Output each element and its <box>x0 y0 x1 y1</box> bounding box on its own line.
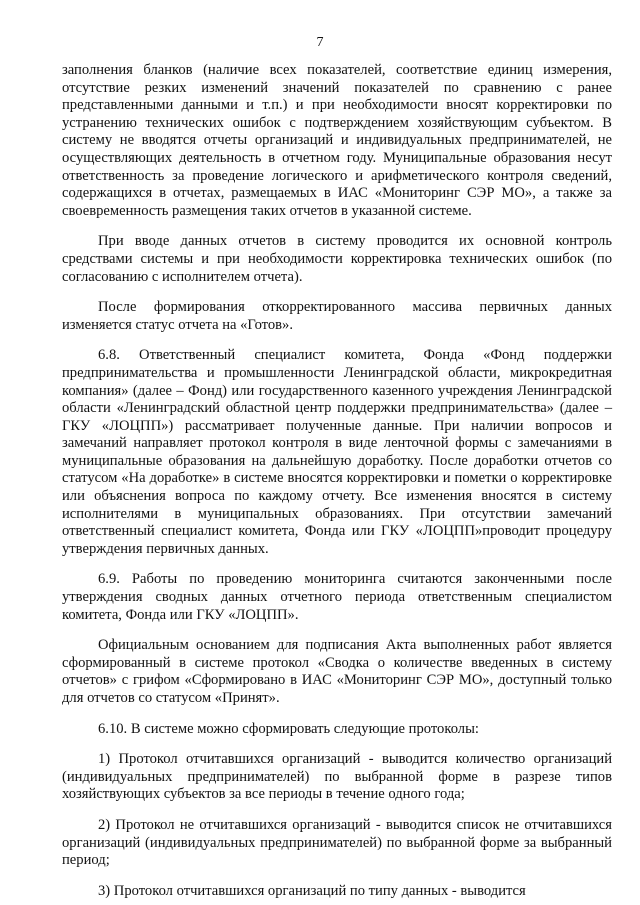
list-item-protocol-1: 1) Протокол отчитавшихся организаций - выводится количество организаций (индивидуальных предпринимателей) по выбранной форме в разрезе типов хозяйствующих субъектов за все периоды в течение одного года; <box>62 751 612 803</box>
list-item-protocol-2: 2) Протокол не отчитавшихся организаций - выводится список не отчитавшихся организаций (индивидуальных предпринимателей) по выбранной форме за выбранный период; <box>62 816 612 869</box>
paragraph-6-9: 6.9. Работы по проведению мониторинга считаются законченными после утверждения сводных данных отчетного периода ответственным специалистом комитета, Фонда или ГКУ «ЛОЦПП». <box>62 571 612 623</box>
paragraph-data-entry: При вводе данных отчетов в систему проводится их основной контроль средствами системы и при необходимости корректировка технических ошибок (по согласованию с исполнителем отчета). <box>62 233 612 285</box>
paragraph-status-ready: После формирования откорректированного массива первичных данных изменяется статус отчета на «Готов». <box>62 299 612 333</box>
paragraph-official-basis: Официальным основанием для подписания Акта выполненных работ является сформированный в системе протокол «Сводка о количестве введенных в систему отчетов» с грифом «Сформировано в ИАС «Мониторинг СЭР МО», доступный только для отчетов со статусом «Принят». <box>62 637 612 706</box>
paragraph-6-10: 6.10. В системе можно сформировать следующие протоколы: <box>98 720 479 737</box>
document-body <box>62 62 612 903</box>
list-item-protocol-3: 3) Протокол отчитавшихся организаций по типу данных - выводится <box>98 882 526 899</box>
page-number: 7 <box>316 35 324 50</box>
paragraph-6-8: 6.8. Ответственный специалист комитета, Фонда «Фонд поддержки предпринимательства и промышленности Ленинградской области, микрокредитная компания» (далее – Фонд) или государственного казенного учреждения Ленинградской области «Ленинградский областной центр поддержки предпринимательства» (далее – ГКУ «ЛОЦПП») рассматривает полученные данные. При наличии вопросов и замечаний направляет протокол контроля в виде ленточной формы с замечаниями в муниципальные образования на дальнейшую доработку. После доработки отчетов со статусом «На доработке» в системе вносятся корректировки и пометки о корректировке или объяснения вопроса по каждому отчету. Все изменения вносятся в систему исполнителями в муниципальных образованиях. При отсутствии замечаний ответственный специалист комитета, Фонда или ГКУ «ЛОЦПП»проводит процедуру утверждения первичных данных. <box>62 347 612 557</box>
paragraph-continuation: заполнения бланков (наличие всех показателей, соответствие единиц измерения, отсутствие резких изменений значений показателей по сравнению с ранее представленными данными и т.п.) и при необходимости вносят корректировки по устранению технических ошибок с подтверждением хозяйствующим субъектом. В систему не вводятся отчеты организаций и индивидуальных предпринимателей, не осуществляющих деятельность в отчетном году. Муниципальные образования несут ответственность за проведение логического и арифметического контроля сведений, содержащихся в отчетах, размещаемых в ИАС «Мониторинг СЭР МО», а также за своевременность размещения таких отчетов в указанной системе. <box>62 62 612 219</box>
